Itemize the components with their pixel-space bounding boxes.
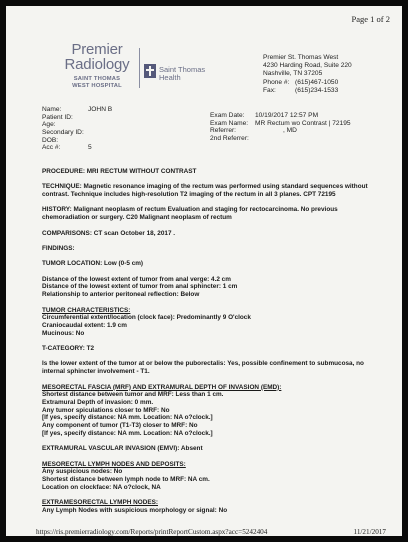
- phone-value: (615)467-1050: [295, 78, 339, 86]
- report-section: [42, 230, 382, 238]
- report-section: [42, 499, 382, 514]
- report-section: [42, 260, 382, 268]
- report-line: Relationship to anterior peritoneal reflection: Below: [42, 291, 200, 299]
- report-body: [42, 168, 382, 522]
- patient-id-label: Patient ID:: [42, 113, 73, 121]
- logo-sub-2: WEST HOSPITAL: [72, 83, 122, 89]
- facility-street: 4230 Harding Road, Suite 220: [263, 62, 352, 70]
- exam-name: MR Rectum wo Contrast | 72195: [255, 119, 351, 127]
- report-section: [42, 345, 382, 353]
- fax-label: Fax:: [263, 86, 276, 94]
- report-line: Any component of tumor (T1-T3) closer to MRF: No: [42, 422, 198, 430]
- logo-wordmark: [60, 42, 134, 72]
- report-line: Is the lower extent of the tumor at or below the puborectalis: Yes, possible confinement to submucosa, no: [42, 360, 364, 368]
- exam-date: 10/19/2017 12:57 PM: [255, 112, 319, 119]
- report-line: Any tumor spiculations closer to MRF: No: [42, 406, 170, 414]
- facility-city: Nashville, TN 37205: [263, 70, 323, 78]
- report-line: chemoradiation or surgery. C20 Malignant neoplasm of rectum: [42, 214, 232, 222]
- referrer-value: , MD: [283, 127, 297, 135]
- footer-date: 11/21/2017: [353, 528, 386, 536]
- age-label: Age:: [42, 121, 56, 129]
- facility-address: [263, 54, 352, 95]
- report-line: [If yes, specify distance: NA mm. Location: NA o?clock.]: [42, 414, 213, 422]
- report-line: contrast. Technique includes high-resolution T2 imaging of the rectum in all 3 planes. CPT 72195: [42, 191, 336, 199]
- exam-info: [210, 112, 351, 143]
- acc-label: Acc #:: [42, 144, 61, 152]
- secondary-id-label: Secondary ID:: [42, 129, 84, 137]
- phone-label: Phone #:: [263, 78, 290, 86]
- fax-value: (615)234-1533: [295, 86, 339, 94]
- report-section: [42, 276, 382, 299]
- report-section: [42, 245, 382, 253]
- facility-name: Premier St. Thomas West: [263, 54, 339, 61]
- report-section: [42, 445, 382, 453]
- facility-fax: [263, 87, 352, 95]
- logo-line-2: Radiology: [64, 56, 130, 73]
- report-line: TECHNIQUE: Magnetic resonance imaging of the rectum was performed using standard sequences without: [42, 183, 368, 191]
- age-row: [42, 121, 112, 129]
- report-line: Extramural Depth of invasion: 0 mm.: [42, 398, 154, 406]
- report-line: EXTRAMURAL VASCULAR INVASION (EMVI): Absent: [42, 445, 203, 453]
- logo-line-1: Premier: [71, 41, 123, 58]
- report-line: PROCEDURE: MRI RECTUM WITHOUT CONTRAST: [42, 168, 197, 175]
- patient-id-row: [42, 114, 112, 122]
- acc-value: 5: [88, 144, 92, 152]
- report-section: [42, 360, 382, 375]
- report-line: Any Lymph Nodes with suspicious morphology or signal: No: [42, 506, 228, 514]
- report-section: [42, 461, 382, 492]
- patient-name-label: Name:: [42, 106, 62, 113]
- dob-row: [42, 137, 112, 145]
- referrer-label: Referrer:: [210, 127, 237, 135]
- report-line: TUMOR LOCATION: Low (0-5 cm): [42, 260, 144, 268]
- report-line: [If yes, specify distance: NA mm. Location: NA o?clock.]: [42, 429, 213, 437]
- report-line: Shortest distance between tumor and MRF: Less than 1 cm.: [42, 391, 224, 399]
- section-heading: MESORECTAL FASCIA (MRF) AND EXTRAMURAL DEPTH OF INVASION (EMD):: [42, 383, 282, 391]
- report-line: COMPARISONS: CT scan October 18, 2017 .: [42, 229, 176, 237]
- acc-row: [42, 144, 112, 152]
- patient-name: JOHN B: [88, 106, 113, 113]
- partner-name: [159, 66, 219, 82]
- report-line: Mucinous: No: [42, 329, 85, 337]
- footer-url: https://ris.premierradiology.com/Reports/printReportCustom.aspx?acc=5242404: [36, 528, 268, 536]
- report-section: [42, 307, 382, 338]
- exam-name-label: Exam Name:: [210, 119, 249, 127]
- report-section: [42, 183, 382, 198]
- report-line: Craniocaudal extent: 1.9 cm: [42, 321, 127, 329]
- cross-icon: [144, 64, 156, 78]
- logo-subtitle: [60, 76, 134, 90]
- report-line: internal sphincter involvement - T1.: [42, 368, 150, 376]
- report-line: Distance of the lowest extent of tumor from anal verge: 4.2 cm: [42, 275, 231, 283]
- report-line: FINDINGS:: [42, 244, 75, 252]
- logo-sub-1: SAINT THOMAS: [73, 76, 121, 82]
- section-heading: TUMOR CHARACTERISTICS:: [42, 306, 131, 314]
- logo-divider: [139, 48, 140, 88]
- report-line: Location on clockface: NA o?clock, NA: [42, 483, 161, 491]
- referrer-row: [210, 127, 351, 135]
- premier-radiology-logo: [60, 42, 210, 104]
- partner-line-2: Health: [159, 73, 181, 82]
- report-line: Any suspicious nodes: No: [42, 468, 123, 476]
- exam-name-row: [210, 120, 351, 128]
- report-line: T-CATEGORY: T2: [42, 345, 95, 353]
- patient-info: [42, 106, 112, 152]
- report-line: Circumferential extent/location (clock face): Predominantly 9 O'clock: [42, 314, 251, 322]
- referrer2-label: 2nd Referrer:: [210, 135, 249, 143]
- report-line: Distance of the lowest extent of tumor from anal sphincter: 1 cm: [42, 283, 238, 291]
- exam-date-row: [210, 112, 351, 120]
- report-line: HISTORY: Malignant neoplasm of rectum Evaluation and staging for rectocarcinoma. No previous: [42, 206, 338, 214]
- report-section: [42, 384, 382, 438]
- referrer2-row: [210, 135, 351, 143]
- exam-date-label: Exam Date:: [210, 112, 245, 119]
- section-heading: EXTRAMESORECTAL LYMPH NODES:: [42, 499, 158, 507]
- facility-phone: [263, 79, 352, 87]
- partner-line-1: Saint Thomas: [159, 65, 206, 74]
- section-heading: MESORECTAL LYMPH NODES AND DEPOSITS:: [42, 460, 186, 468]
- page-number: Page 1 of 2: [351, 14, 390, 24]
- report-line: Shortest distance between lymph node to MRF: NA cm.: [42, 475, 210, 483]
- report-section: [42, 168, 382, 176]
- report-section: [42, 206, 382, 221]
- dob-label: DOB:: [42, 136, 59, 144]
- report-page: [6, 6, 402, 536]
- secondary-id-row: [42, 129, 112, 137]
- patient-name-row: [42, 106, 112, 114]
